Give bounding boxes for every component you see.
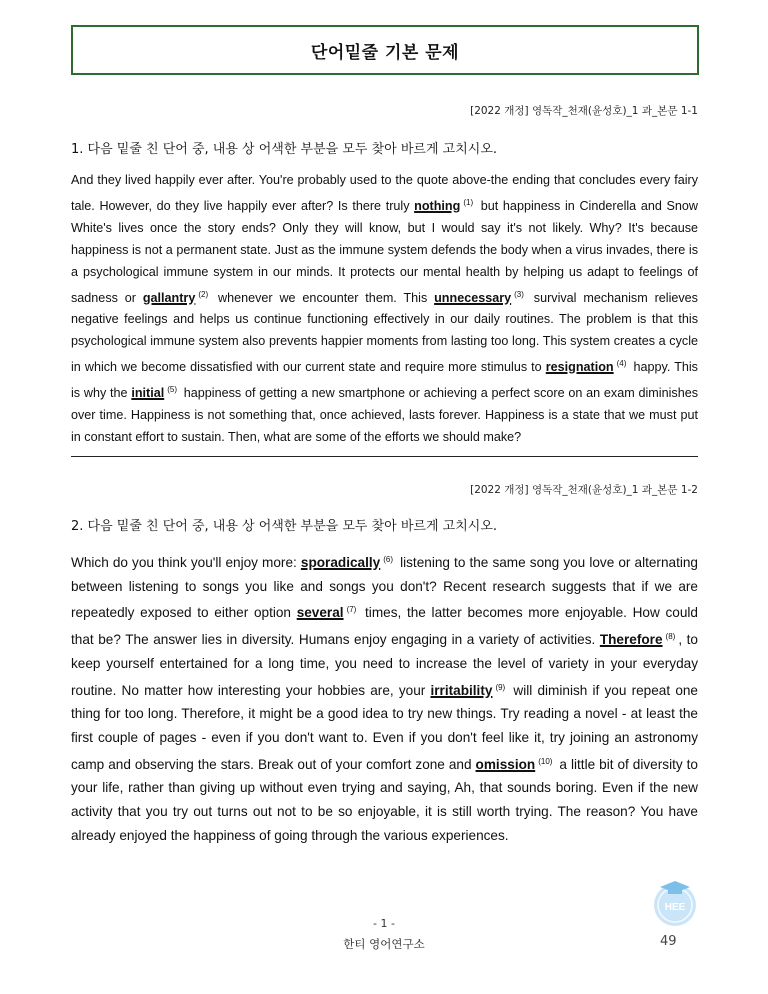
q2-source: [2022 개정] 영독작_천재(윤성호)_1 과_본문 1-2 [470,484,698,496]
page-label: - 1 - [373,917,395,930]
q1-text: happy. This is why the [71,360,698,401]
underlined-word: sporadically [300,555,381,570]
underlined-word: initial [131,386,165,401]
q2-text: a little bit of diversity to your life, rather than giving up without even trying and saying, Ah, that sounds boring. Even if the new activity that you try out turns out not to be so enjoyable, it is still worth trying. The reason? You have already enjoyed the happiness of going through the various experiences. [71,756,698,843]
blank-number: (3) [514,289,524,299]
hee-logo [650,878,700,928]
blank-number: (9) [495,682,506,692]
blank-number: (1) [463,197,474,207]
underlined-word: resignation [545,360,614,375]
separator-line [71,456,698,457]
underlined-word: Therefore [599,632,663,648]
logo-text: HEE [664,902,686,913]
q2-text: Which do you think you'll enjoy more: [71,555,301,570]
underlined-word: irritability [430,682,493,698]
underlined-word: gallantry [142,290,196,305]
footer-org: 한티 영어연구소 [343,937,425,951]
title-box [71,25,699,75]
q2-passage [71,548,698,847]
q1-text: whenever we encounter them. This [211,290,435,305]
q1-text: but happiness in Cinderella and Snow White's lives once the story ends? Only they will know, but I would say it's not likely. Why? It's because happiness is not a permanent state. Just as the immune system defends the body when a virus invades, there is a psychological immune system in our minds. It protects our mental health by helping us adapt to feelings of sadness or [71,198,698,305]
blank-number: (4) [616,359,627,369]
q1-question: 1. 다음 밑줄 친 단어 중, 내용 상 어색한 부분을 모두 찾아 바르게 고치시오. [71,142,498,157]
q1-text: And they lived happily ever after. You're probably used to the quote above-the ending that concludes every fairy tale. However, do they live happily ever after? Is there truly [71,173,698,213]
blank-number: (6) [383,555,394,564]
q1-text: happiness of getting a new smartphone or achieving a perfect score on an exam diminishes over time. Happiness is not something that, once achieved, lasts forever. Happiness is a state that we must put in constant effort to sustain. Then, what are some of the efforts we should make? [71,386,698,444]
underlined-word: unnecessary [434,290,512,305]
q2-text: will diminish if you repeat one thing for too long. Therefore, it might be a good idea to try new things. Try reading a novel - at least the first couple of pages - even if you don't want to. Even if you don't feel like it, try joining an astronomy camp and observing the stars. Break out of your comfort zone and [71,682,698,772]
blank-number: (2) [198,289,209,299]
q2-text: times, the latter becomes more enjoyable. How could that be? The answer lies in diversity. Humans enjoy engaging in a variety of activities. [71,605,698,648]
underlined-word: nothing [414,198,461,213]
underlined-word: omission [475,756,536,772]
q2-text: listening to the same song you love or alternating between listening to songs you like and songs you don't? Recent research suggests that if we are repeatedly exposed to either option [71,555,698,621]
blank-number: (8) [665,632,676,642]
underlined-word: several [296,605,344,621]
q2-text: , to keep yourself entertained for a long time, you need to increase the level of variety in your everyday routine. No matter how interesting your hobbies are, your [71,632,698,698]
q1-passage [71,170,698,449]
blank-number: (5) [167,385,177,395]
q1-source: [2022 개정] 영독작_천재(윤성호)_1 과_본문 1-1 [470,105,698,117]
q1-text: survival mechanism relieves negative feelings and helps us continue functioning effectively in our daily routines. The problem is that this psychological immune system also prevents happier moments from lasting too long. This system creates a cycle in which we become dissatisfied with our current state and require more stimulus to [71,290,698,375]
page-number: 49 [660,934,677,949]
blank-number: (10) [538,756,553,766]
q2-question: 2. 다음 밑줄 친 단어 중, 내용 상 어색한 부분을 모두 찾아 바르게 고치시오. [71,519,498,534]
blank-number: (7) [346,605,357,615]
page-title: 단어밑줄 기본 문제 [310,42,460,63]
